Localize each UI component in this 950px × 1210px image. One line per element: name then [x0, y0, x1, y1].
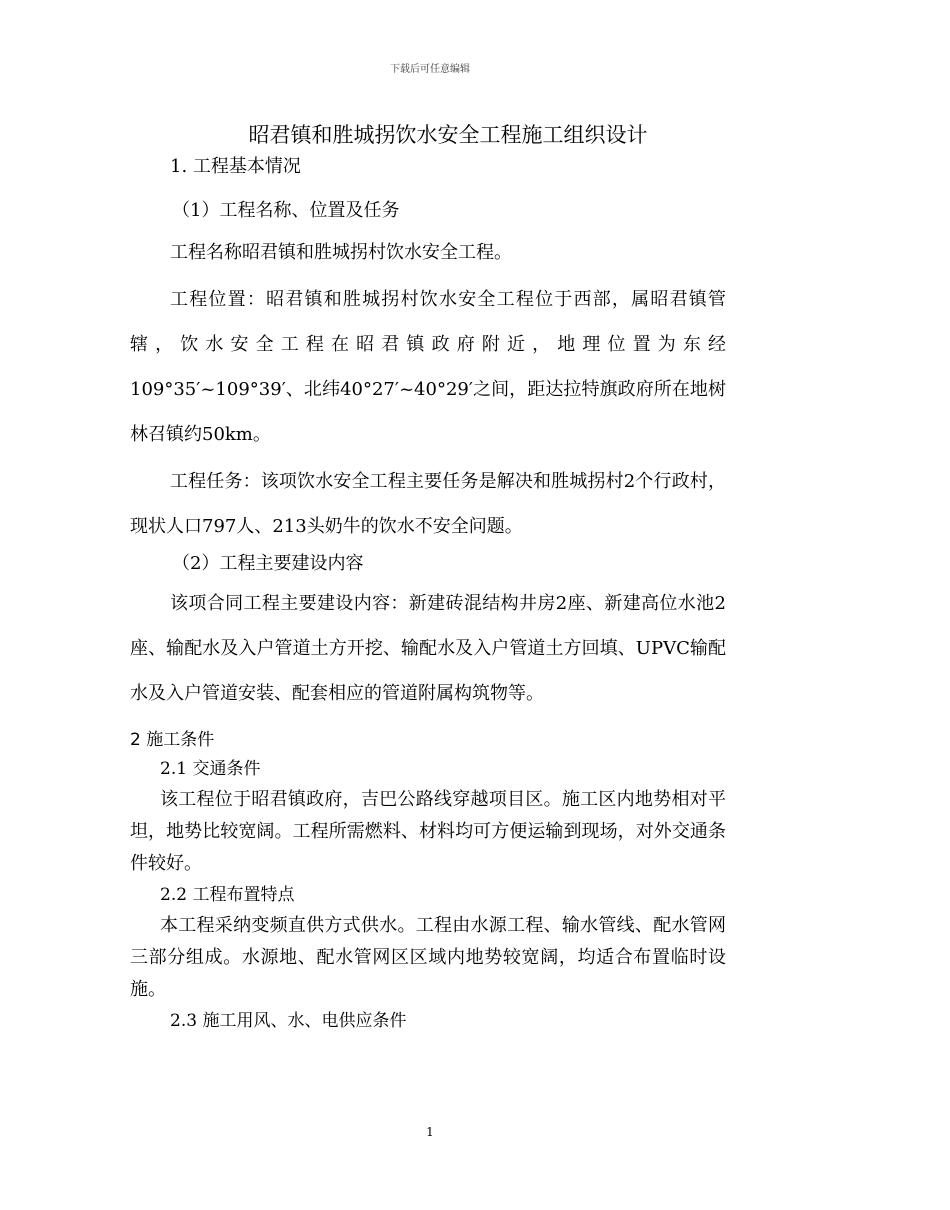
subsection-heading-2-3: 2.3 施工用风、水、电供应条件 [170, 1011, 407, 1031]
paragraph-project-task: 工程任务：该项饮水安全工程主要任务是解决和胜城拐村2个行政村，现状人口797人、213头奶牛的饮水不安全问题。 [130, 471, 726, 537]
document-title: 昭君镇和胜城拐饮水安全工程施工组织设计 [248, 123, 648, 147]
section-heading-2: 2 施工条件 [130, 730, 215, 750]
paragraph-construction-content: 该项合同工程主要建设内容：新建砖混结构井房2座、新建高位水池2座、输配水及入户管道土方开挖、输配水及入户管道土方回填、UPVC输配水及入户管道安装、配套相应的管道附属构筑物等。 [130, 593, 726, 704]
page-header: 下载后可任意编辑 [390, 64, 470, 75]
subsection-heading-2-1: 2.1 交通条件 [160, 759, 261, 779]
subsection-heading-name-location: （1）工程名称、位置及任务 [172, 200, 400, 221]
page-number: 1 [426, 1125, 434, 1139]
paragraph-project-name: 工程名称昭君镇和胜城拐村饮水安全工程。 [170, 242, 512, 263]
subsection-heading-2-2: 2.2 工程布置特点 [160, 885, 295, 905]
paragraph-project-location: 工程位置：昭君镇和胜城拐村饮水安全工程位于西部，属昭君镇管辖，饮水安全工程在昭君镇政府附近，地理位置为东经109°35′~109°39′、北纬40°27′~40°29′之间，距达拉特旗政府所在地树林召镇约50km。 [130, 289, 726, 445]
subsection-heading-construction-content: （2）工程主要建设内容 [172, 553, 364, 574]
paragraph-traffic-conditions: 该工程位于昭君镇政府，吉巴公路线穿越项目区。施工区内地势相对平坦，地势比较宽阔。工程所需燃料、材料均可方便运输到现场，对外交通条件较好。 [130, 789, 726, 874]
document-body [130, 118, 726, 1036]
paragraph-layout-features: 本工程采纳变频直供方式供水。工程由水源工程、输水管线、配水管网三部分组成。水源地、配水管网区区域内地势较宽阔，均适合布置临时设施。 [130, 915, 726, 1000]
section-heading-1: 1. 工程基本情况 [170, 156, 301, 177]
